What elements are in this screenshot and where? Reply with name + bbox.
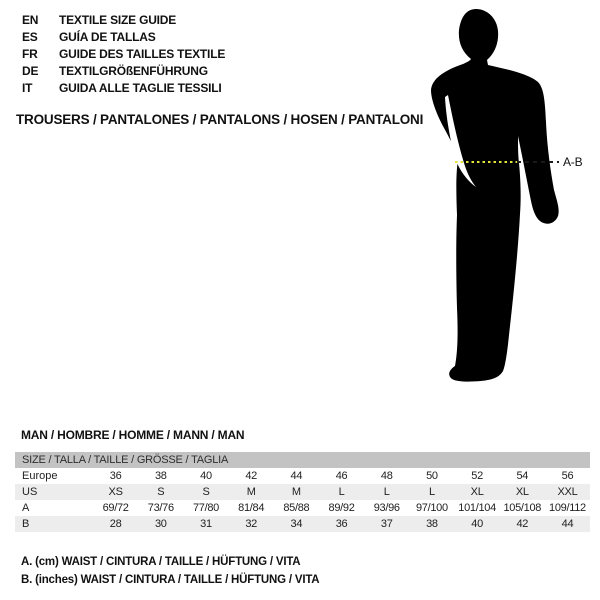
- size-value: L: [383, 486, 390, 498]
- size-value: 40: [471, 518, 483, 530]
- size-value: M: [291, 486, 301, 498]
- size-value: 77/80: [192, 502, 219, 514]
- size-value: 52: [471, 470, 483, 482]
- size-value: 38: [154, 470, 167, 482]
- table-row: [15, 516, 590, 532]
- size-value: L: [338, 486, 345, 498]
- row-label: Europe: [22, 470, 58, 482]
- size-value: 89/92: [328, 502, 355, 514]
- table-row: [15, 484, 590, 500]
- table-row: [15, 468, 590, 484]
- size-value: XXL: [557, 486, 578, 498]
- man-silhouette-image: [415, 0, 585, 400]
- size-value: XL: [470, 486, 484, 498]
- size-value: 31: [200, 518, 212, 530]
- row-label: US: [22, 486, 38, 498]
- size-value: S: [157, 486, 165, 498]
- language-code: EN: [22, 13, 39, 27]
- size-value: 30: [154, 518, 167, 530]
- language-code: DE: [22, 64, 39, 78]
- size-value: 73/76: [147, 502, 174, 514]
- language-code: IT: [22, 81, 33, 95]
- waist-measure-line-on-body: [455, 161, 517, 163]
- size-value: L: [428, 486, 435, 498]
- waist-measure-line-extension: [517, 161, 559, 163]
- row-label: B: [22, 518, 30, 530]
- row-label: A: [22, 502, 30, 514]
- measurement-notes: [21, 554, 319, 589]
- language-row: [22, 29, 225, 46]
- size-value: 28: [109, 518, 122, 530]
- man-silhouette: [431, 9, 559, 382]
- size-value: 37: [380, 518, 393, 530]
- size-value: 85/88: [283, 502, 310, 514]
- size-value: 36: [109, 470, 122, 482]
- size-value: 44: [561, 518, 574, 530]
- size-value: 50: [426, 470, 438, 482]
- language-title: TEXTILGRÖßENFÜHRUNG: [59, 64, 208, 78]
- size-value: 48: [380, 470, 393, 482]
- size-value: 34: [290, 518, 303, 530]
- size-value: 32: [245, 518, 257, 530]
- language-row: [22, 46, 225, 63]
- language-row: [22, 12, 225, 29]
- language-title: GUIDE DES TAILLES TEXTILE: [59, 47, 226, 61]
- size-value: 105/108: [503, 502, 542, 514]
- size-value: 56: [561, 470, 574, 482]
- size-value: S: [202, 486, 210, 498]
- size-table: [15, 452, 590, 532]
- language-title: GUIDA ALLE TAGLIE TESSILI: [59, 81, 222, 95]
- size-table-header: SIZE / TALLA / TAILLE / GRÖSSE / TAGLIA: [15, 452, 590, 468]
- size-value: 93/96: [373, 502, 400, 514]
- size-value: 101/104: [458, 502, 496, 514]
- table-row: [15, 500, 590, 516]
- language-row: [22, 63, 225, 80]
- category-heading: TROUSERS / PANTALONES / PANTALONS / HOSEN / PANTALONI: [16, 112, 424, 127]
- size-value: 54: [516, 470, 529, 482]
- language-row: [22, 80, 225, 97]
- language-code: ES: [22, 30, 38, 44]
- size-value: 46: [335, 470, 348, 482]
- language-title: GUÍA DE TALLAS: [59, 30, 156, 44]
- size-value: 42: [245, 470, 257, 482]
- size-table-body: [15, 468, 590, 532]
- size-value: 109/112: [549, 502, 586, 514]
- size-value: 69/72: [102, 502, 129, 514]
- size-value: 36: [335, 518, 348, 530]
- size-value: 42: [516, 518, 529, 530]
- size-value: 38: [426, 518, 438, 530]
- language-code: FR: [22, 47, 38, 61]
- size-value: XS: [108, 486, 123, 498]
- measure-label-a-b: A-B: [563, 155, 583, 169]
- gender-heading: MAN / HOMBRE / HOMME / MANN / MAN: [21, 428, 245, 442]
- size-value: XL: [515, 486, 529, 498]
- language-list: [22, 12, 225, 97]
- size-value: 44: [290, 470, 303, 482]
- size-value: 81/84: [238, 502, 265, 514]
- size-value: M: [246, 486, 256, 498]
- language-title: TEXTILE SIZE GUIDE: [59, 13, 177, 27]
- size-value: 40: [200, 470, 212, 482]
- measurement-note: A. (cm) WAIST / CINTURA / TAILLE / HÜFTUNG / VITA: [21, 556, 301, 568]
- measurement-note: B. (inches) WAIST / CINTURA / TAILLE / HÜFTUNG / VITA: [21, 573, 320, 586]
- size-value: 97/100: [415, 502, 448, 514]
